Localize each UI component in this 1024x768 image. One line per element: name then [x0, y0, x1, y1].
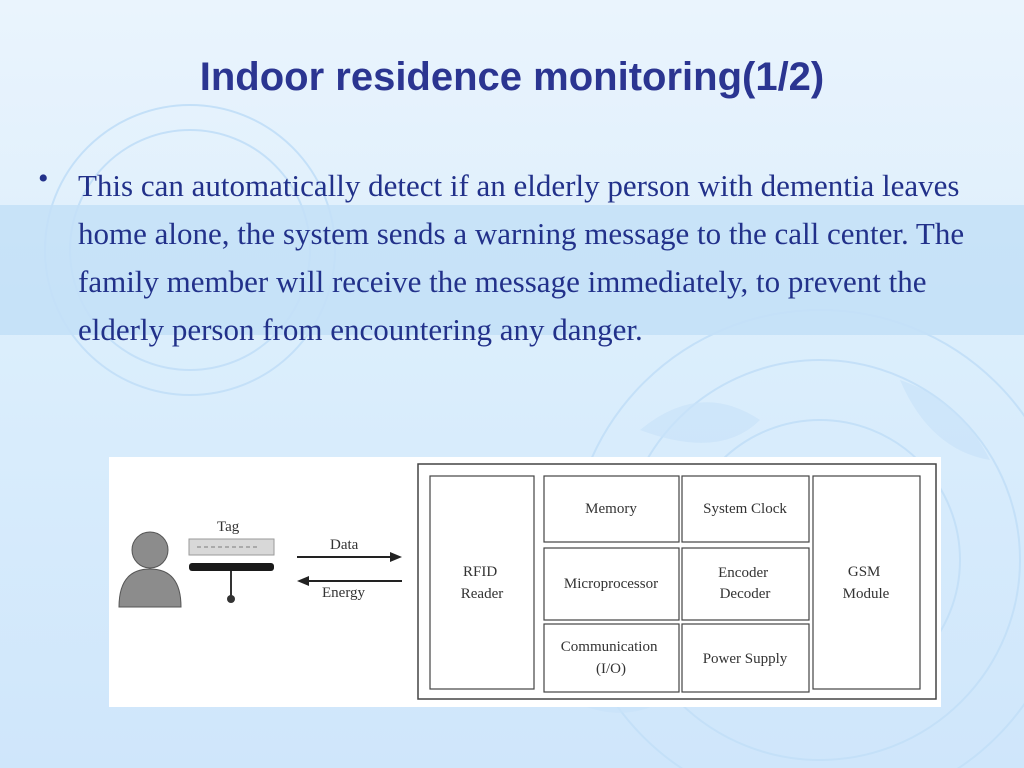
arrow-energy-label: Energy	[322, 585, 366, 601]
gsm-module-label: GSM Module	[842, 564, 890, 602]
slide-title: Indoor residence monitoring(1/2)	[199, 55, 825, 99]
system-diagram	[109, 457, 941, 707]
encoder-decoder-label: Encoder Decoder	[718, 565, 771, 602]
bullet-marker: •	[38, 162, 49, 195]
microprocessor-label: Microprocessor	[563, 576, 659, 592]
memory-label: Memory	[585, 501, 637, 517]
communication-label: Communication (I/O)	[560, 639, 658, 677]
system-clock-label: System Clock	[703, 501, 787, 517]
rfid-reader-label: RFID Reader	[460, 564, 504, 602]
person-icon	[119, 532, 181, 607]
power-supply-label: Power Supply	[702, 651, 788, 667]
tag-label: Tag	[217, 519, 240, 535]
tag-icon	[189, 539, 274, 603]
arrow-right-icon	[297, 552, 402, 562]
arrow-data-label: Data	[330, 537, 359, 553]
bullet-text: This can automatically detect if an elderly person with dementia leaves home alone, the system sends a warning message to the call center. The family member will receive the message immediately, to prevent the elderly person from encountering any danger.	[78, 168, 965, 347]
